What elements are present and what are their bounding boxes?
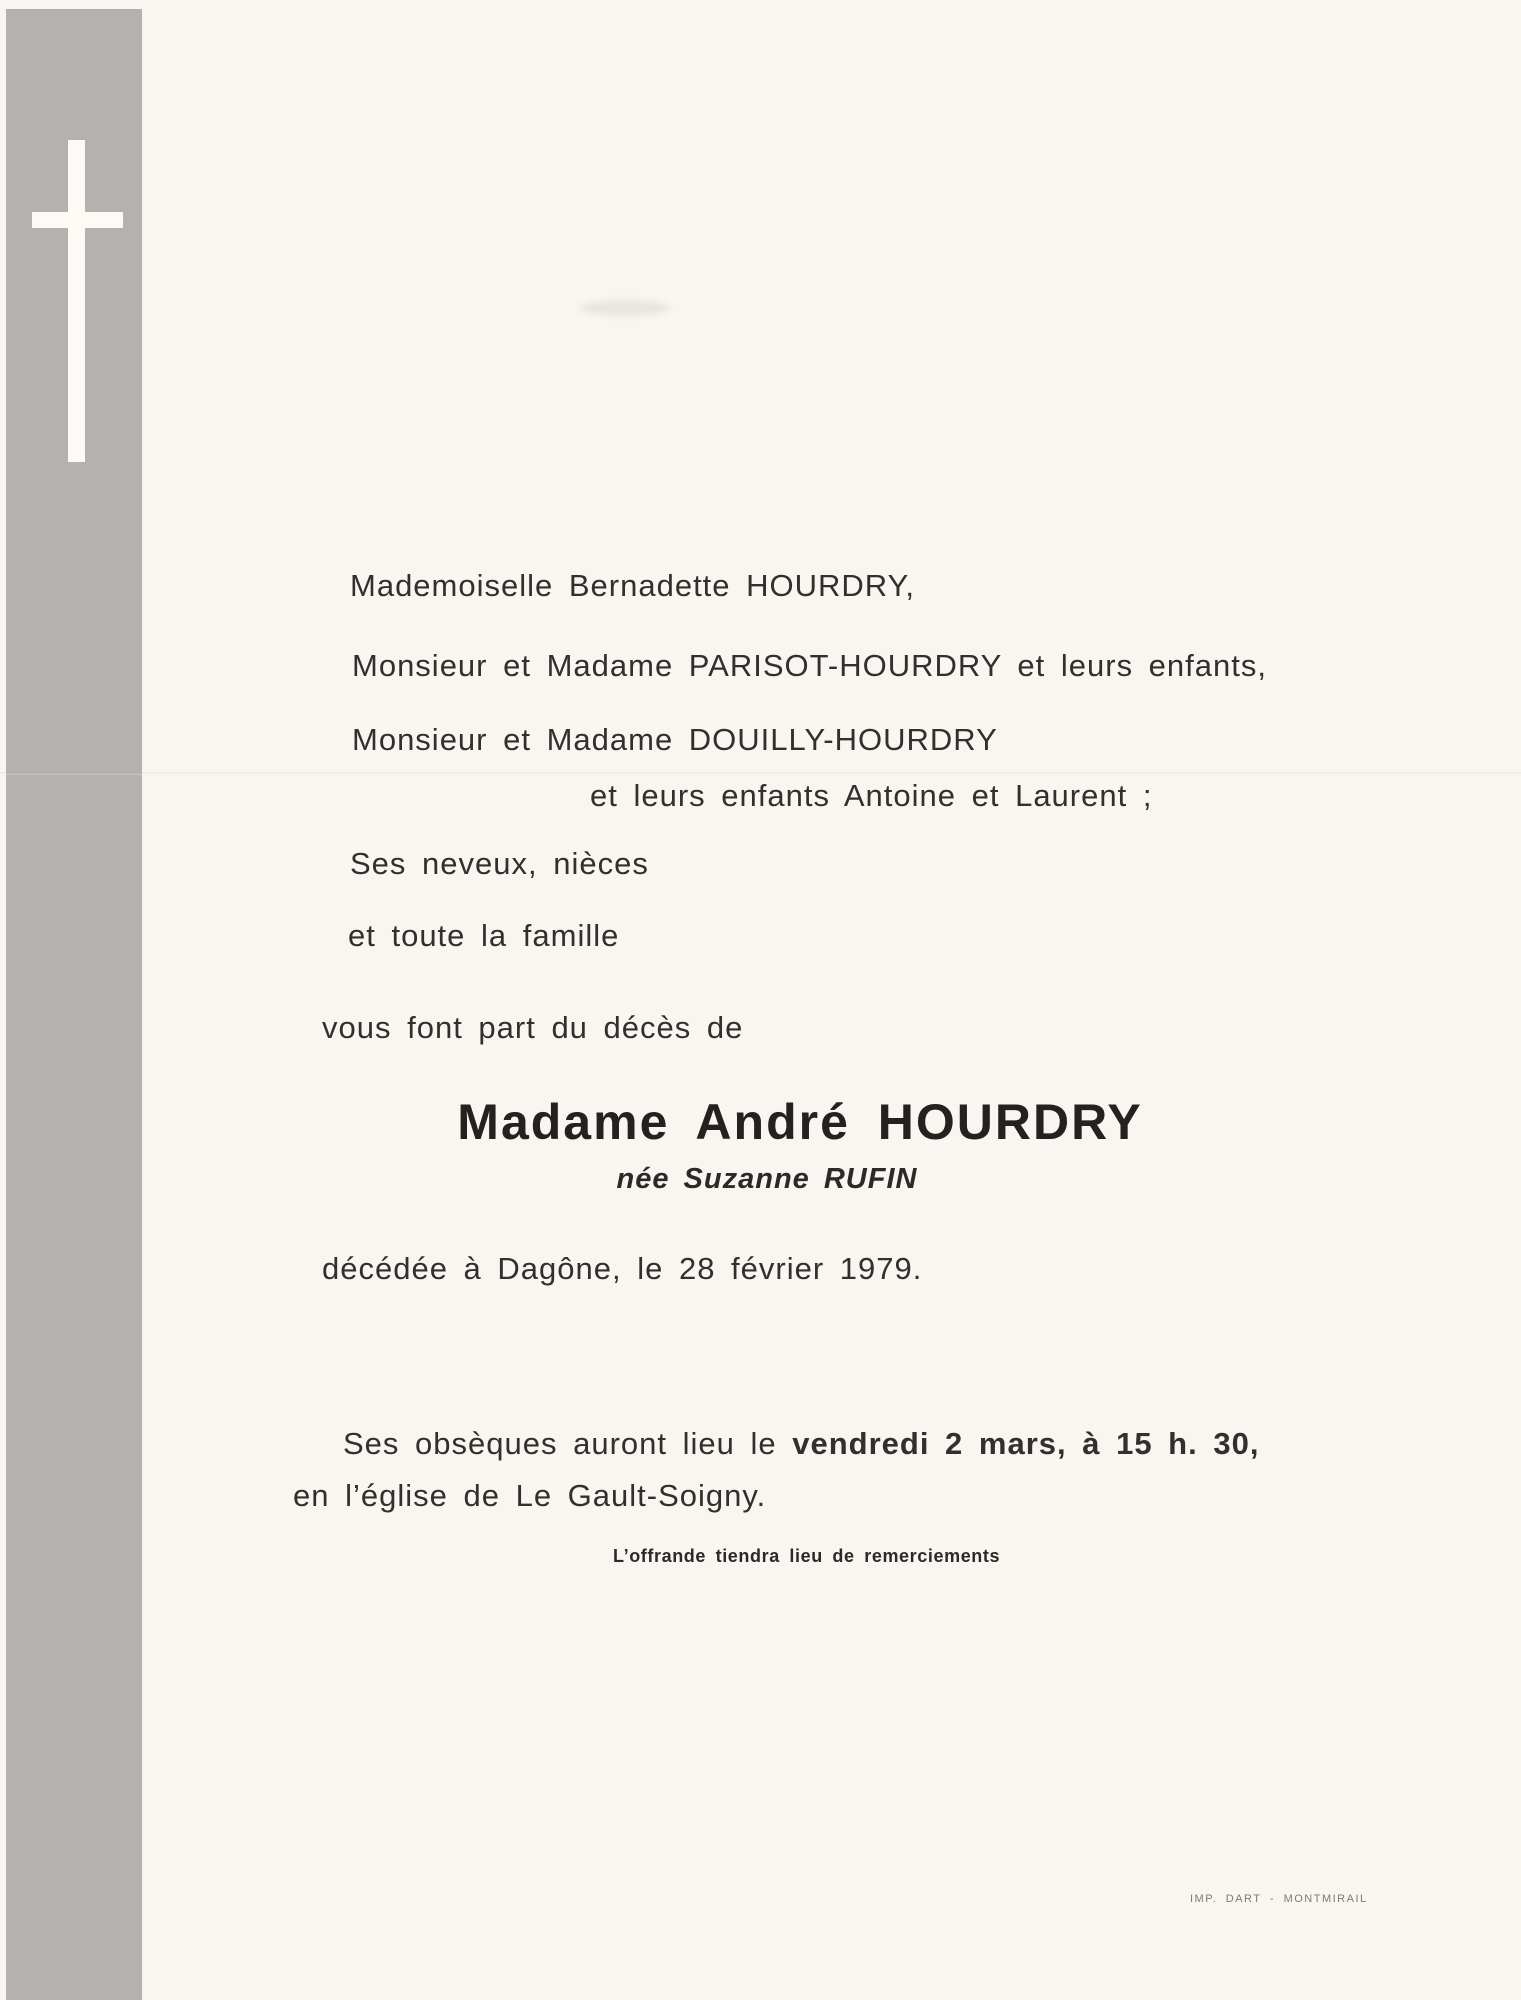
funeral-line-1 [343,1426,1259,1462]
printer-credit: IMP. DART - MONTMIRAIL [1190,1893,1368,1905]
fold-crease [0,772,1521,775]
funeral-line-2-church: en l’église de Le Gault-Soigny. [293,1478,767,1513]
family-line-parisot-hourdry: Monsieur et Madame PARISOT-HOURDRY et leurs enfants, [352,648,1267,683]
paper-smudge [580,300,670,316]
family-line-nephews-nieces: Ses neveux, nièces [350,846,649,881]
death-place-date: décédée à Dagône, le 28 février 1979. [322,1251,923,1286]
family-line-bernadette-hourdry: Mademoiselle Bernadette HOURDRY, [350,568,915,603]
offering-note: L’offrande tiendra lieu de remerciements [613,1546,1001,1566]
cross-vertical-bar [68,140,85,462]
deceased-name-title: Madame André HOURDRY [457,1094,1143,1150]
maiden-name: née Suzanne RUFIN [616,1163,918,1195]
family-line-children: et leurs enfants Antoine et Laurent ; [590,778,1153,813]
mourning-band [6,9,142,2000]
funeral-line-1-normal: Ses obsèques auront lieu le [343,1426,793,1461]
cross-horizontal-bar [32,212,123,228]
family-line-whole-family: et toute la famille [348,918,620,953]
funeral-date-time: vendredi 2 mars, à 15 h. 30, [792,1426,1260,1461]
family-line-douilly-hourdry: Monsieur et Madame DOUILLY-HOURDRY [352,722,998,757]
announcement-intro: vous font part du décès de [322,1010,744,1045]
